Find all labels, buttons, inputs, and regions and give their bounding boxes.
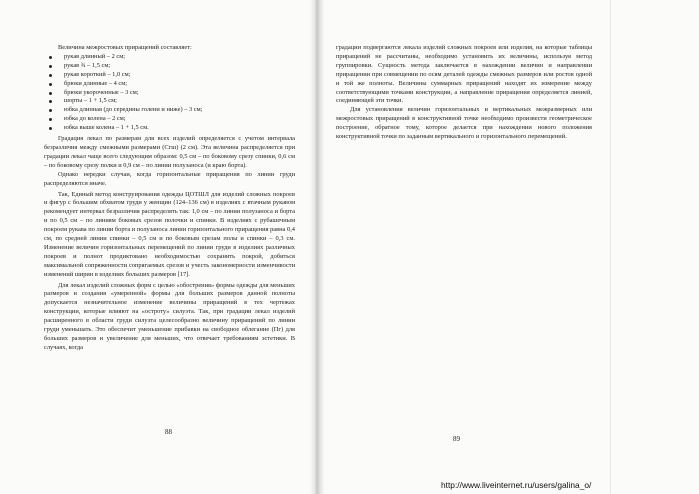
- paragraph: градации подвергаются лекала изделий сложных покроев или изделия, на которые таблицы приращений не рассчитаны, необходимо установить их величины, используя метод группировки. Сущность метода заключается в нахождении величин и направлении приращении при совмещении по осям деталей одежды смежных размеров или ростов одной и той же полноты. Величины суммарных приращений находят их измерение между соответствующими точками конструкции, а направление приращения определяется линией, соединяющей эти точки.: [336, 44, 592, 105]
- paragraph: Так, Единый метод конструирования одежды ЦОТШЛ для изделий сложных покроев и фигур с большим обхватом груди у женщин (124–136 см) в изделиях с втачным рукавом рекомендует интервал безразличия распределять так: 1,0 см – по линии полузаноса и борта и по 0,5 см – по линиям боковых срезов полочки и спинки. В изделиях с рубашечным покроем рукава по линии борта и полузаноса линии горизонтального приращения равна 0,4 см, по средней линии спинки – 0,5 см и по боковым срезам полы и спинки – 0,3 см. Изменение величин горизонтальных перемещений по линии груди в изделиях различных покроев и полнот продиктовано необходимостью сохранить покрой, добиться максимальной сопряженности сопрягаемых срезов и учесть закономерности изменчивости изменений ширин в изделиях больших размеров [17].: [44, 190, 295, 278]
- bullet-icon: [49, 109, 52, 112]
- paragraph: Для лекал изделий сложных форм с целью «обострения» формы одежды для меньших размеров и создания «умеренной» формы для больших размеров данной полноты допускается незначительное изменение величины приращений в тех чертежах конструкции, которые влияют на «остроту» силуэта. Так, при градации лекал изделий расширенного в области груди силуэта целесообразно величину приращений по линии груди уменьшать. Это обеспечит уменьшение прибавки на свободное облегание (Пг) для больших размеров и увеличение для меньших, что отвечает требованиям эстетики. В случаях, когда: [44, 281, 295, 351]
- list-intro: Величина межростовых приращений составляет:: [58, 44, 192, 51]
- allowance-list: [44, 53, 295, 133]
- bullet-icon: [49, 127, 52, 130]
- page-edge: [610, 0, 611, 494]
- bullet-icon: [49, 74, 52, 77]
- page-number-left: 88: [165, 428, 172, 436]
- paragraph: Для установления величин горизонтальных и вертикальных межразмерных или межростовых приращений в конструктивной точке необходимо произвести геометрическое построение, обратное тому, которое делается при нахождении нового положения конструктивной точки по заданным вертикального и горизонтального перемещений.: [336, 106, 592, 141]
- bullet-icon: [49, 65, 52, 68]
- book-gutter: [309, 0, 325, 494]
- list-item: брюки длинные – 4 см;: [46, 80, 295, 89]
- list-item: рукав длинный – 2 см;: [46, 53, 295, 62]
- list-item: юбка длинная (до середины голени и ниже) – 3 см;: [46, 106, 295, 115]
- page-number-right: 89: [453, 435, 460, 443]
- bullet-icon: [49, 118, 52, 121]
- paragraph: Градация лекал по размерам для всех изделий определяется с учетом интервала безразличия между смежными размерами (Сгш) (2 см). Эта величина распределяется при градации лекал чаще всего следующим образом: 0,5 см – по боковому срезу спинки, 0,6 см – по боковому срезу полки и 0,9 см – по линии полузаноса (и краю борта).: [44, 135, 295, 169]
- list-item: брюки укороченные – 3 см;: [46, 89, 295, 98]
- right-page: [336, 44, 592, 142]
- left-page: [44, 44, 295, 353]
- list-item: юбка выше колена – 1 + 1,5 см.: [46, 124, 295, 133]
- bullet-icon: [49, 83, 52, 86]
- bullet-icon: [49, 92, 52, 95]
- list-item: юбка до колена – 2 см;: [46, 115, 295, 124]
- bullet-icon: [49, 56, 52, 59]
- watermark-url: http://www.liveinternet.ru/users/galina_o/: [441, 480, 592, 490]
- bullet-icon: [49, 100, 52, 103]
- list-item: рукав короткий – 1,0 см;: [46, 71, 295, 80]
- list-item: рукав ¾ – 1,5 см;: [46, 62, 295, 71]
- list-item: шорты – 1 + 1,5 см;: [46, 97, 295, 106]
- paragraph: Однако нередки случаи, когда горизонтальные приращения по линии груди распределяются иначе.: [44, 170, 295, 187]
